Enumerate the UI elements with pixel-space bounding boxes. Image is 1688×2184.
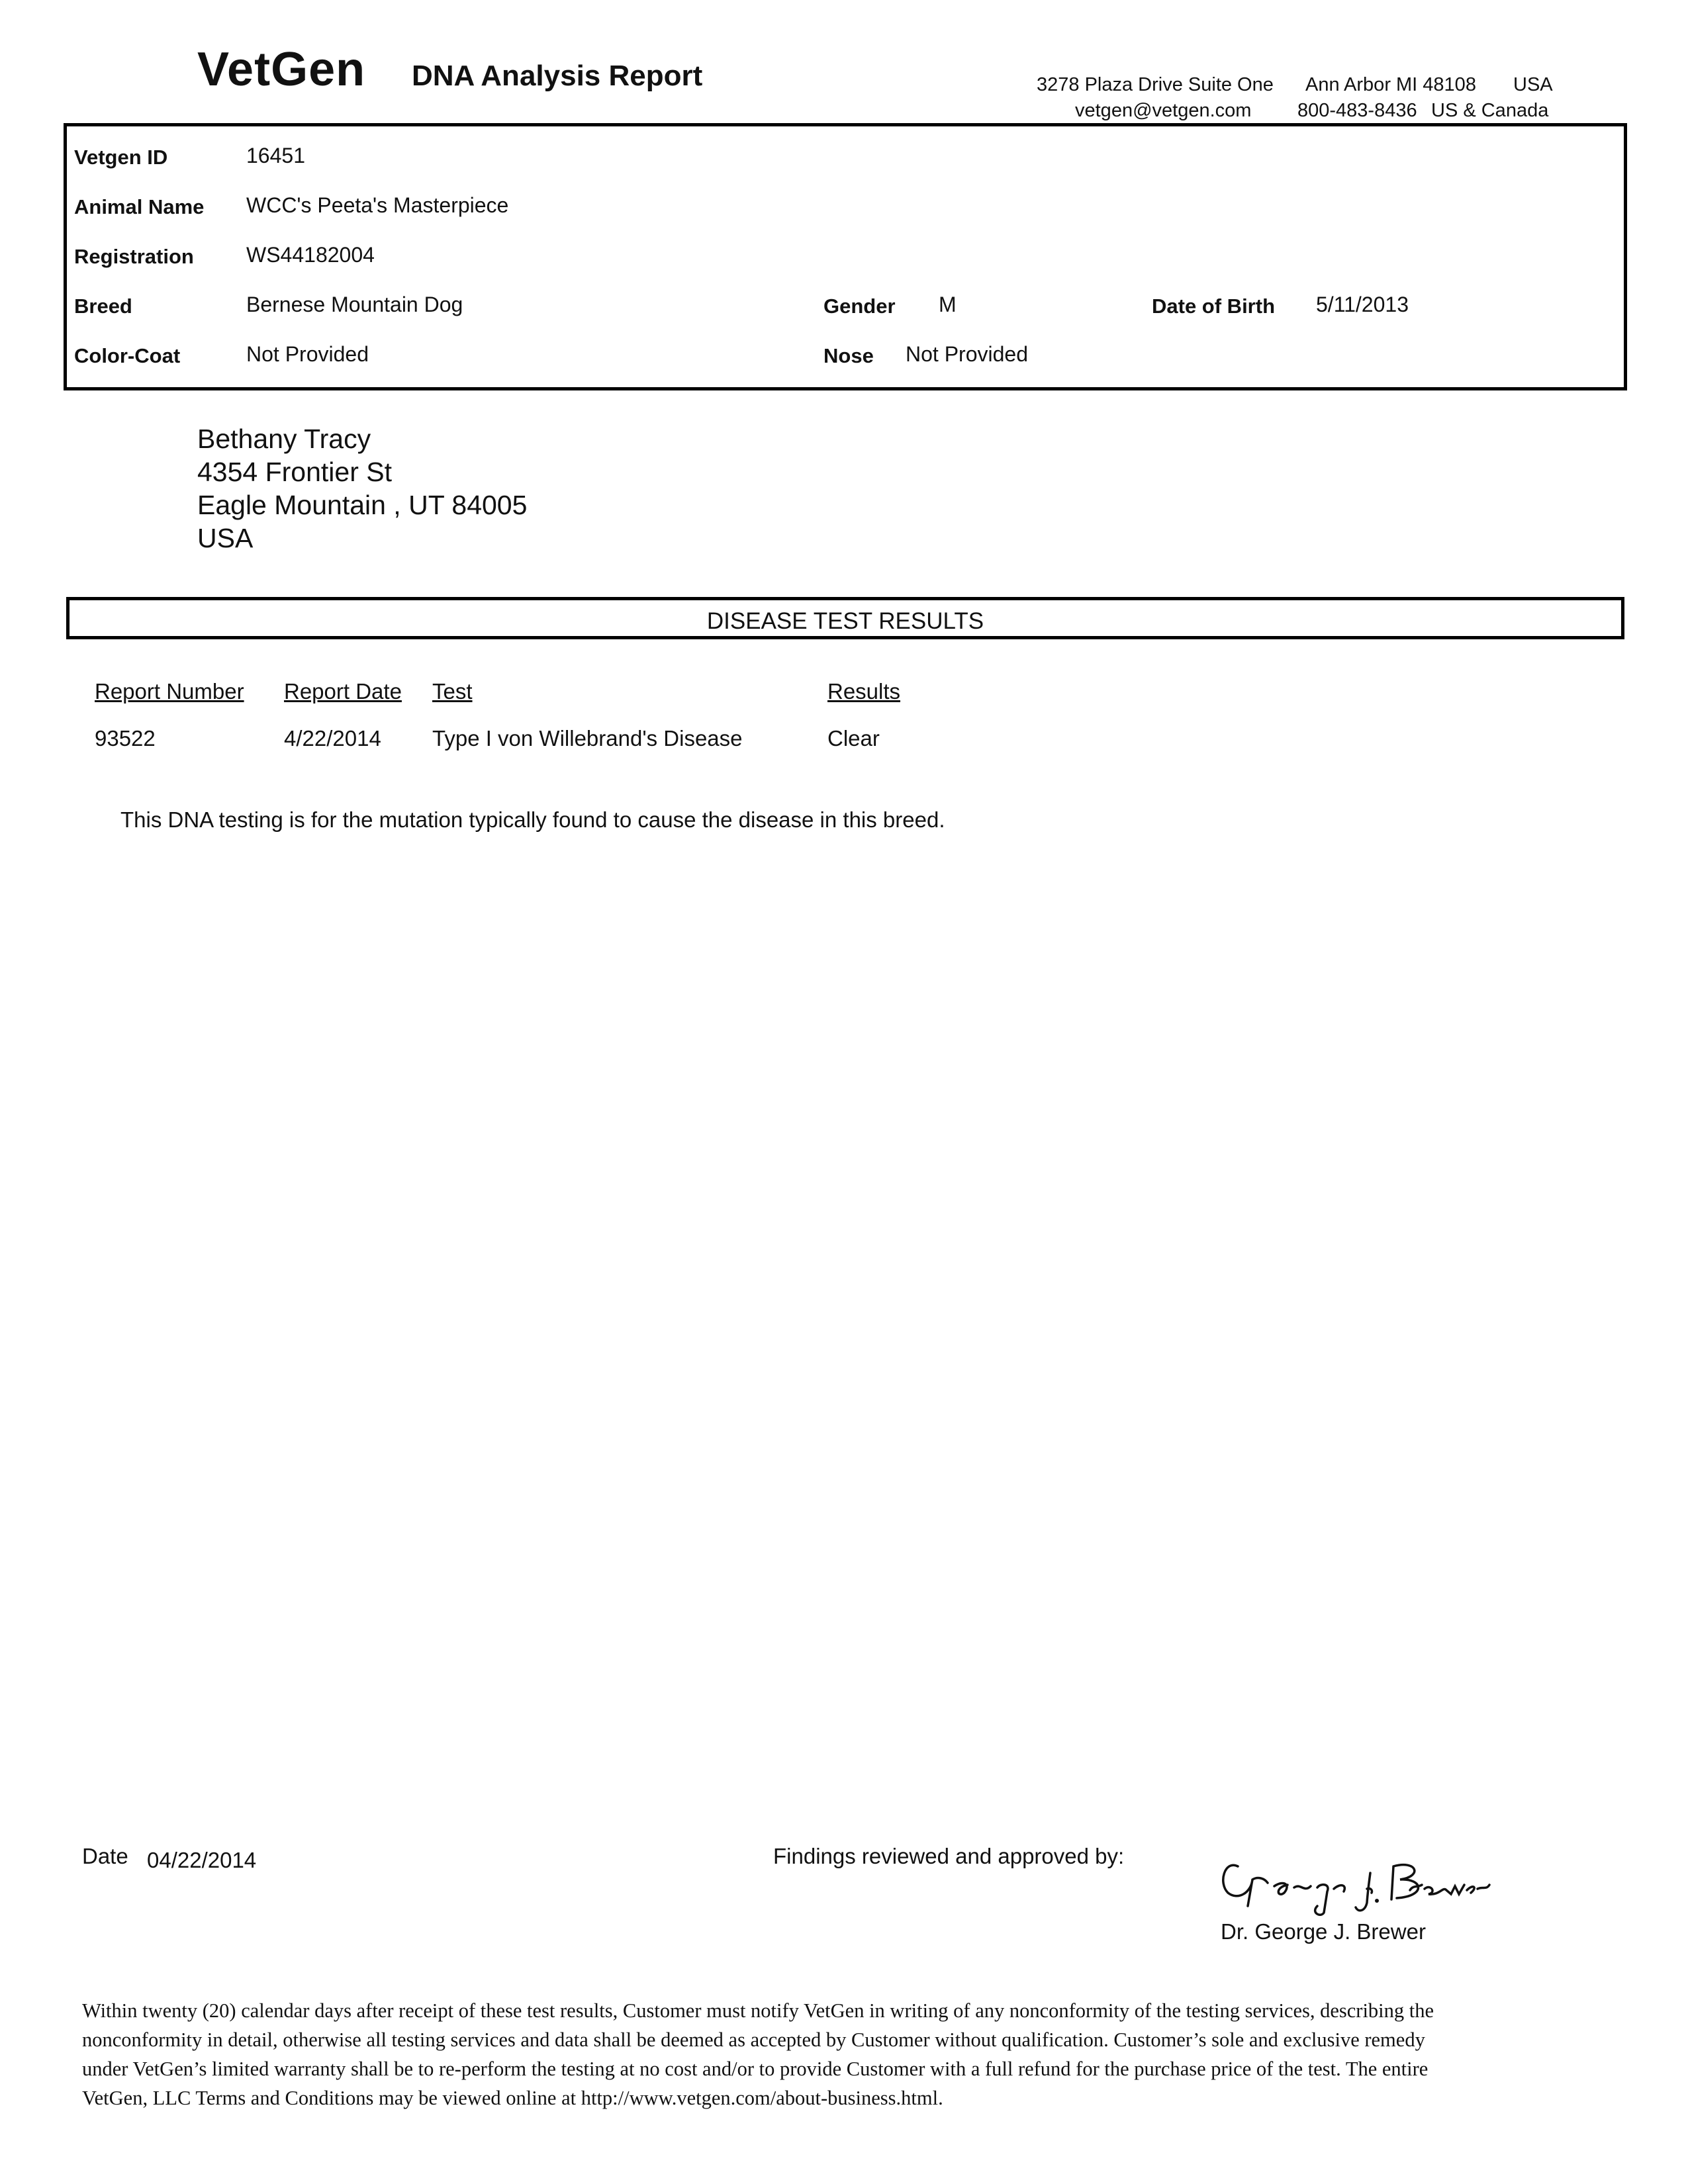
date-label: Date: [82, 1844, 128, 1868]
gender-label: Gender: [823, 295, 896, 318]
col-header-results: Results: [827, 679, 901, 704]
contact-email: vetgen@vetgen.com: [1075, 100, 1252, 121]
breed-label: Breed: [74, 295, 132, 318]
report-title: DNA Analysis Report: [412, 60, 703, 92]
col-header-test: Test: [432, 679, 473, 704]
dob-value: 5/11/2013: [1316, 293, 1409, 316]
cell-report-date: 4/22/2014: [284, 726, 381, 751]
signer-name: Dr. George J. Brewer: [1221, 1919, 1426, 1944]
nose-label: Nose: [823, 344, 874, 367]
breed-value: Bernese Mountain Dog: [246, 293, 463, 316]
owner-street: 4354 Frontier St: [197, 457, 392, 487]
dob-label: Date of Birth: [1152, 295, 1275, 318]
col-header-report-date: Report Date: [284, 679, 402, 704]
nose-value: Not Provided: [906, 342, 1028, 366]
owner-country: USA: [197, 523, 254, 553]
section-header-box: [66, 597, 1624, 639]
contact-phone: 800-483-8436: [1297, 100, 1417, 121]
vetgen-id-value: 16451: [246, 144, 305, 167]
testing-note: This DNA testing is for the mutation typically found to cause the disease in this breed.: [120, 807, 945, 832]
col-header-report-number: Report Number: [95, 679, 244, 704]
color-coat-value: Not Provided: [246, 342, 369, 366]
cell-result: Clear: [827, 726, 880, 751]
address-city: Ann Arbor MI 48108: [1305, 74, 1476, 95]
vetgen-id-label: Vetgen ID: [74, 146, 168, 169]
date-value: 04/22/2014: [147, 1848, 257, 1872]
cell-report-number: 93522: [95, 726, 156, 751]
address-country: USA: [1513, 74, 1553, 95]
color-coat-label: Color-Coat: [74, 344, 181, 367]
approved-by-label: Findings reviewed and approved by:: [773, 1844, 1125, 1868]
disclaimer-text: Within twenty (20) calendar days after receipt of these test results, Customer must notify VetGen in writing of any nonconformity of the testing services, describing the nonconformity in detail, otherwise all testing services and data shall be deemed as accepted by Customer without qualification. Customer’s sole and exclusive remedy under VetGen’s limited warranty shall be to re-perform the testing at no cost and/or to provide Customer with a full refund for the purchase price of the test. The entire VetGen, LLC Terms and Conditions may be viewed online at http://www.vetgen.com/about-business.html.: [82, 1999, 1434, 2109]
brand-logo: VetGen: [197, 43, 366, 96]
animal-name-value: WCC's Peeta's Masterpiece: [246, 193, 509, 217]
animal-name-label: Animal Name: [74, 195, 205, 218]
address-street: 3278 Plaza Drive Suite One: [1037, 74, 1274, 95]
contact-phone-note: US & Canada: [1431, 100, 1549, 121]
section-title: DISEASE TEST RESULTS: [706, 608, 984, 634]
registration-label: Registration: [74, 245, 194, 268]
signature-image: [1211, 1846, 1496, 1923]
registration-value: WS44182004: [246, 243, 375, 267]
cell-test: Type I von Willebrand's Disease: [432, 726, 743, 751]
owner-name: Bethany Tracy: [197, 424, 371, 454]
gender-value: M: [939, 293, 957, 316]
owner-city: Eagle Mountain , UT 84005: [197, 490, 528, 520]
